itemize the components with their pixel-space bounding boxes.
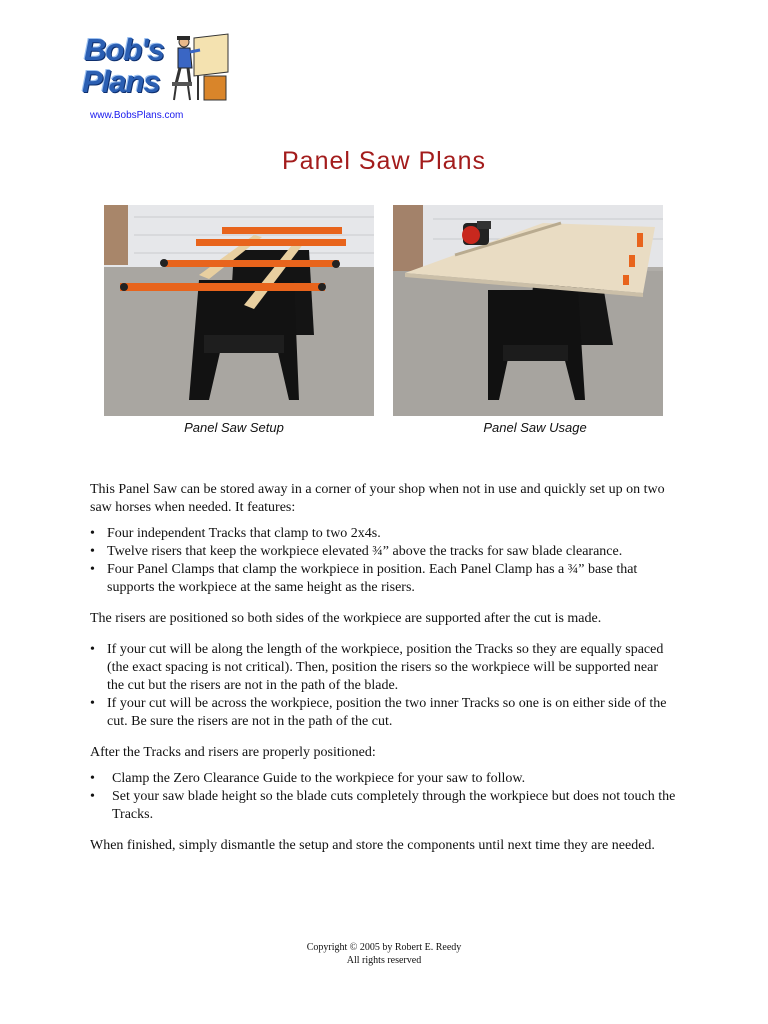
photo-caption-usage: Panel Saw Usage xyxy=(483,420,587,435)
copyright-text: Copyright © 2005 by Robert E. Reedy xyxy=(306,942,462,953)
bullet-icon: • xyxy=(90,696,95,711)
panel-saw-usage-photo xyxy=(393,205,663,416)
list-item: • Four Panel Clamps that clamp the workpiece in position. Each Panel Clamp has a ¾” base that supports the workpiece at the same height as the risers. xyxy=(90,562,638,595)
footer xyxy=(0,941,768,967)
drafting-man-icon xyxy=(168,32,230,102)
list-item: • Twelve risers that keep the workpiece elevated ¾” above the tracks for saw blade clearance. xyxy=(90,544,623,559)
document-body xyxy=(90,481,678,855)
closing-paragraph: When finished, simply dismantle the setup and store the components until next time they are needed. xyxy=(90,838,655,853)
bobs-plans-logo xyxy=(80,30,230,105)
risers-paragraph: The risers are positioned so both sides of the workpiece are supported after the cut is made. xyxy=(90,611,602,626)
after-paragraph: After the Tracks and risers are properly positioned: xyxy=(90,745,376,760)
positioning-list xyxy=(90,641,678,731)
bullet-icon: • xyxy=(90,789,95,804)
bullet-icon: • xyxy=(90,642,95,657)
bullet-icon: • xyxy=(90,544,95,559)
page-title: Panel Saw Plans xyxy=(281,147,486,175)
rights-text: All rights reserved xyxy=(346,955,422,966)
intro-paragraph: This Panel Saw can be stored away in a corner of your shop when not in use and quickly set up on two saw horses when needed. It features: xyxy=(90,482,665,515)
list-item: • Four independent Tracks that clamp to two 2x4s. xyxy=(90,526,381,541)
list-item: • Clamp the Zero Clearance Guide to the workpiece for your saw to follow. xyxy=(90,771,526,786)
logo-text-line2: Plans xyxy=(82,64,160,99)
logo-text-line1: Bob's xyxy=(84,32,164,67)
bullet-icon: • xyxy=(90,771,95,786)
list-item: • If your cut will be along the length of the workpiece, position the Tracks so they are equally spaced (the exact spacing is not critical). Then, position the risers so the workpiece will be supported near the cut but the risers are not in the path of the blade. xyxy=(90,642,664,693)
photo-caption-setup: Panel Saw Setup xyxy=(184,420,284,435)
panel-saw-setup-photo xyxy=(104,205,374,416)
bullet-icon: • xyxy=(90,526,95,541)
bullet-icon: • xyxy=(90,562,95,577)
list-item: • If your cut will be across the workpiece, position the two inner Tracks so one is on either side of the cut. Be sure the risers are not in the path of the cut. xyxy=(90,696,667,729)
list-item: • Set your saw blade height so the blade cuts completely through the workpiece but does not touch the Tracks. xyxy=(90,789,676,822)
steps-list xyxy=(90,770,678,824)
features-list xyxy=(90,525,678,597)
website-url[interactable]: www.BobsPlans.com xyxy=(90,110,184,121)
